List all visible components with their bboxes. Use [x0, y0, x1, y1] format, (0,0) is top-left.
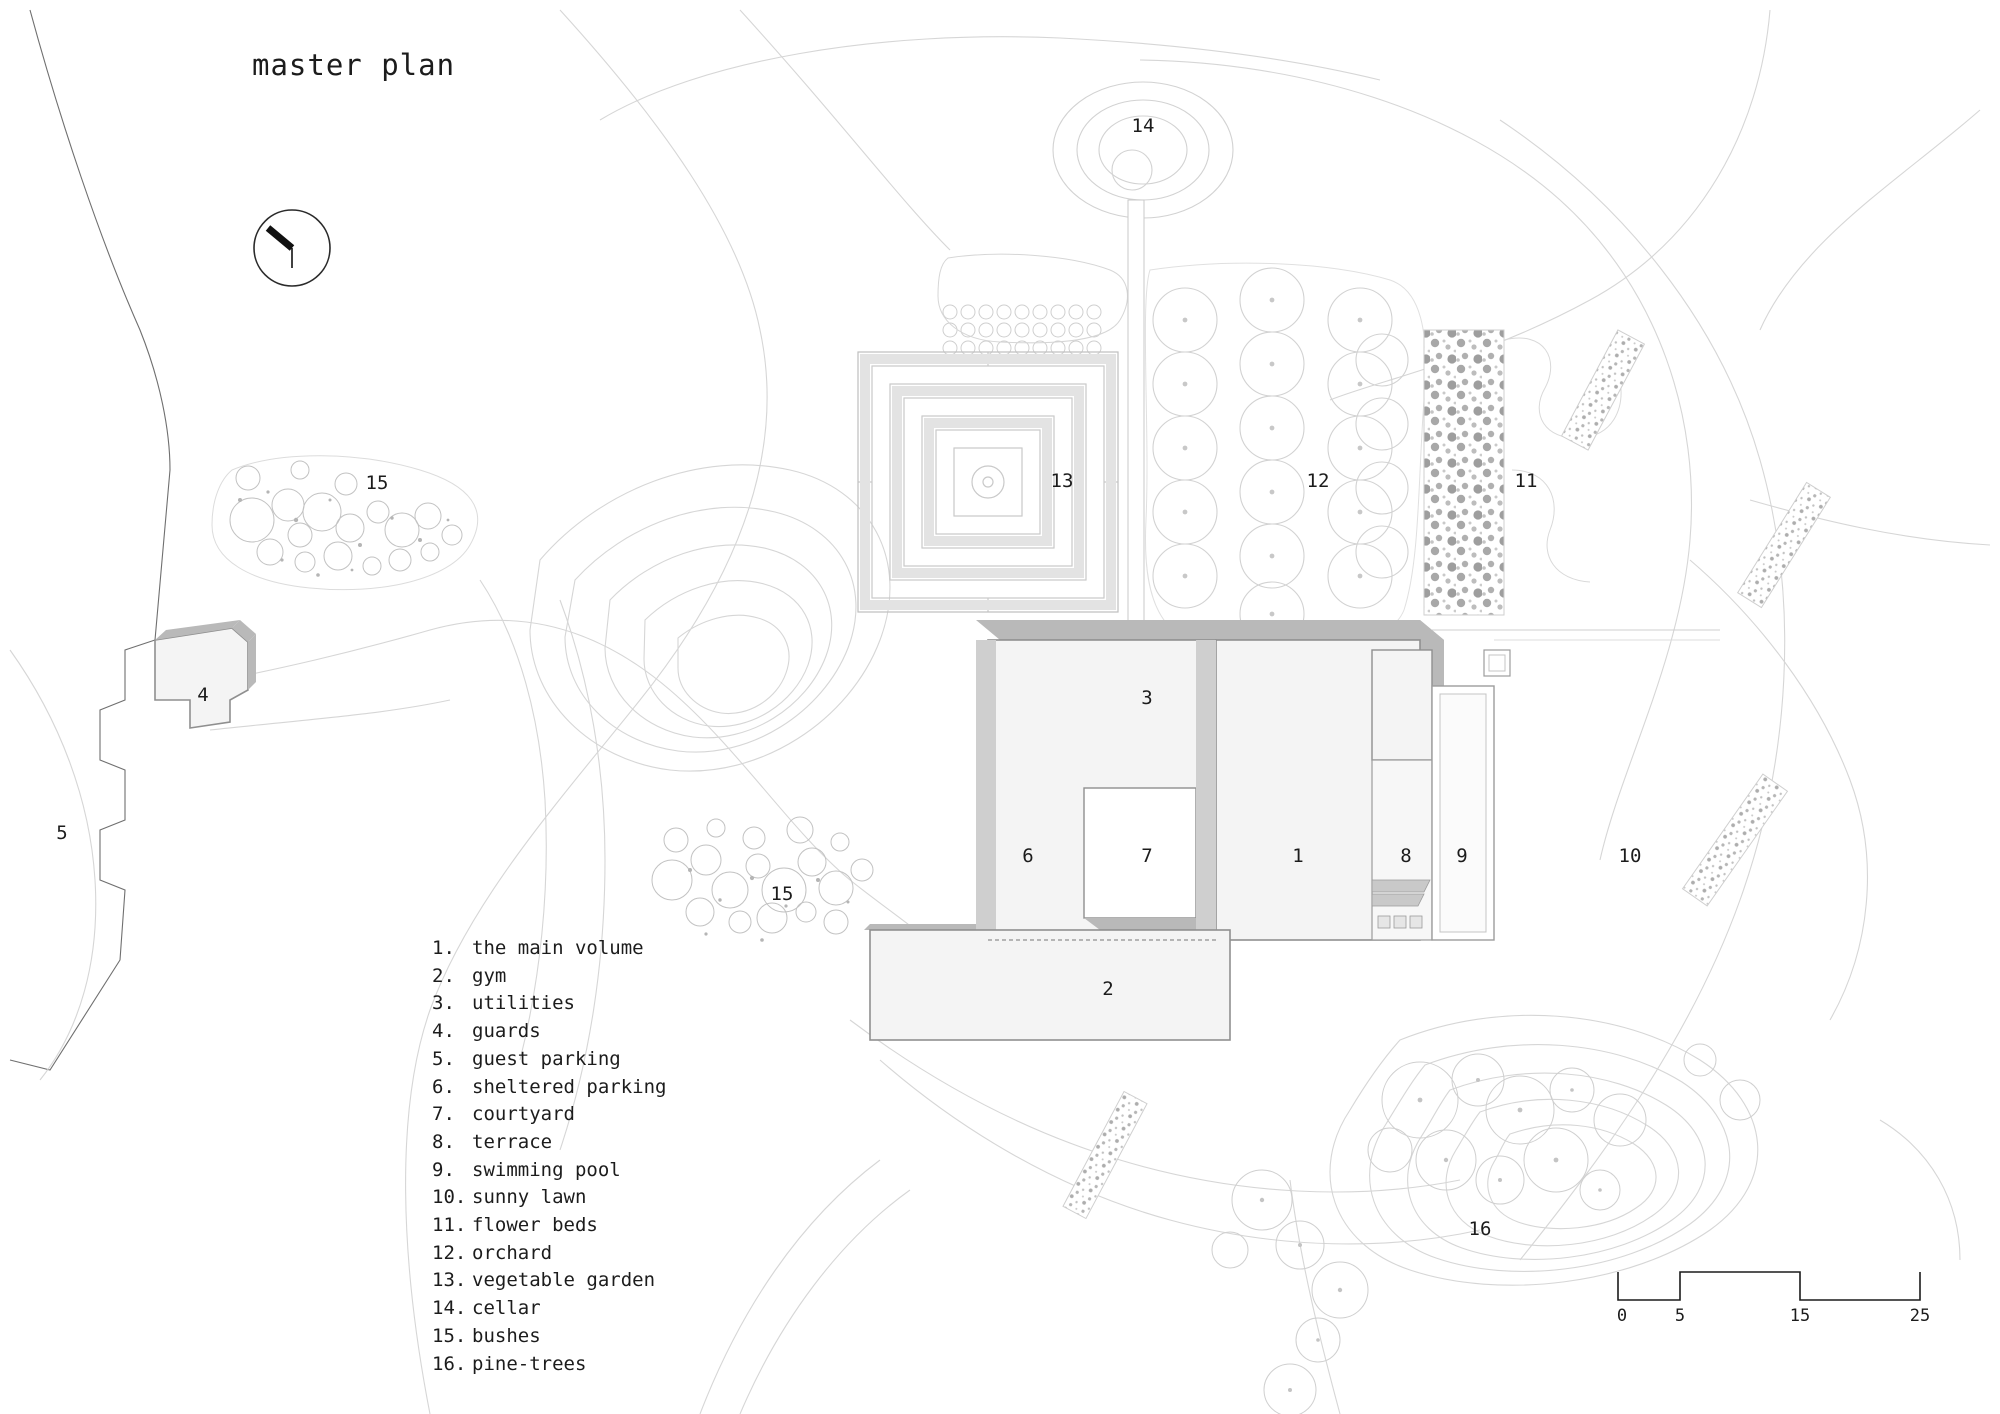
- legend-item-label: courtyard: [472, 1103, 575, 1126]
- legend-item: [432, 1129, 666, 1157]
- plan-key-number: 15: [770, 883, 794, 905]
- legend-item: [432, 1351, 666, 1379]
- legend-item: [432, 1184, 666, 1212]
- legend-item-number: 5.: [432, 1047, 455, 1070]
- legend-item: [432, 1074, 666, 1102]
- page-title: master plan: [252, 48, 456, 82]
- legend-item-label: sunny lawn: [472, 1186, 587, 1209]
- legend-item-number: 8.: [432, 1130, 455, 1153]
- scale-bar: [1618, 1272, 1920, 1300]
- legend-item-label: guest parking: [472, 1047, 621, 1070]
- plan-key-number: 16: [1468, 1218, 1492, 1240]
- legend-item-label: terrace: [472, 1130, 553, 1153]
- scale-tick-label: 25: [1909, 1306, 1931, 1326]
- legend-item-number: 2.: [432, 964, 455, 987]
- legend-item-label: orchard: [472, 1241, 553, 1264]
- legend-item-number: 15.: [432, 1324, 467, 1347]
- plan-key-number: 6: [1022, 845, 1034, 867]
- plan-key-number: 14: [1131, 115, 1155, 137]
- plan-key-number: 8: [1400, 845, 1412, 867]
- scale-tick-label: 15: [1789, 1306, 1811, 1326]
- legend-item-number: 1.: [432, 937, 455, 959]
- legend-item-number: 14.: [432, 1297, 467, 1320]
- legend-item-number: 16.: [432, 1352, 467, 1375]
- legend-item: [432, 1212, 666, 1240]
- plan-key-number: 3: [1141, 687, 1153, 709]
- legend-item-label: swimming pool: [472, 1158, 621, 1181]
- legend-item: [432, 1157, 666, 1185]
- plan-key-number: 15: [365, 472, 389, 494]
- legend-item-label: flower beds: [472, 1214, 598, 1237]
- legend-item-label: sheltered parking: [472, 1075, 667, 1098]
- plan-key-number: 5: [56, 822, 68, 844]
- legend-item-label: pine-trees: [472, 1352, 587, 1375]
- legend-item-number: 13.: [432, 1269, 467, 1292]
- plan-key-number: 4: [197, 684, 209, 706]
- scale-bar-labels: [1600, 1306, 1950, 1336]
- legend-item-label: utilities: [472, 992, 575, 1015]
- legend-item: [432, 963, 666, 991]
- legend-item: [432, 990, 666, 1018]
- plan-key-number: 7: [1141, 845, 1153, 867]
- scale-tick-label: 5: [1674, 1306, 1686, 1326]
- legend-item-label: the main volume: [472, 937, 644, 959]
- legend-item-label: cellar: [472, 1297, 541, 1320]
- legend-item-number: 12.: [432, 1241, 467, 1264]
- legend-item-label: bushes: [472, 1324, 541, 1347]
- plan-key-number: 9: [1456, 845, 1468, 867]
- legend-item: [432, 1267, 666, 1295]
- legend-item: [432, 1046, 666, 1074]
- plan-key-number: 13: [1050, 470, 1074, 492]
- legend-item: [432, 1295, 666, 1323]
- legend-item: [432, 1101, 666, 1129]
- legend-item-label: vegetable garden: [472, 1269, 656, 1292]
- legend-item-number: 7.: [432, 1103, 455, 1126]
- legend-item-number: 6.: [432, 1075, 455, 1098]
- legend-item-number: 10.: [432, 1186, 467, 1209]
- scale-tick-label: 0: [1616, 1306, 1628, 1326]
- legend-item-number: 11.: [432, 1214, 467, 1237]
- plan-key-number: 1: [1292, 845, 1304, 867]
- legend-item-number: 3.: [432, 992, 455, 1015]
- legend-item: [432, 1240, 666, 1268]
- north-arrow: [254, 210, 330, 286]
- legend: [432, 935, 666, 1378]
- plan-key-number: 11: [1514, 470, 1538, 492]
- legend-item-label: guards: [472, 1020, 541, 1043]
- legend-item: [432, 1323, 666, 1351]
- plan-key-number: 10: [1618, 845, 1642, 867]
- legend-item-label: gym: [472, 964, 507, 987]
- legend-item-number: 9.: [432, 1158, 455, 1181]
- legend-item: [432, 1018, 666, 1046]
- plan-key-number: 2: [1102, 978, 1114, 1000]
- plan-key-number: 12: [1306, 470, 1330, 492]
- legend-item-number: 4.: [432, 1020, 455, 1043]
- legend-item: [432, 935, 666, 963]
